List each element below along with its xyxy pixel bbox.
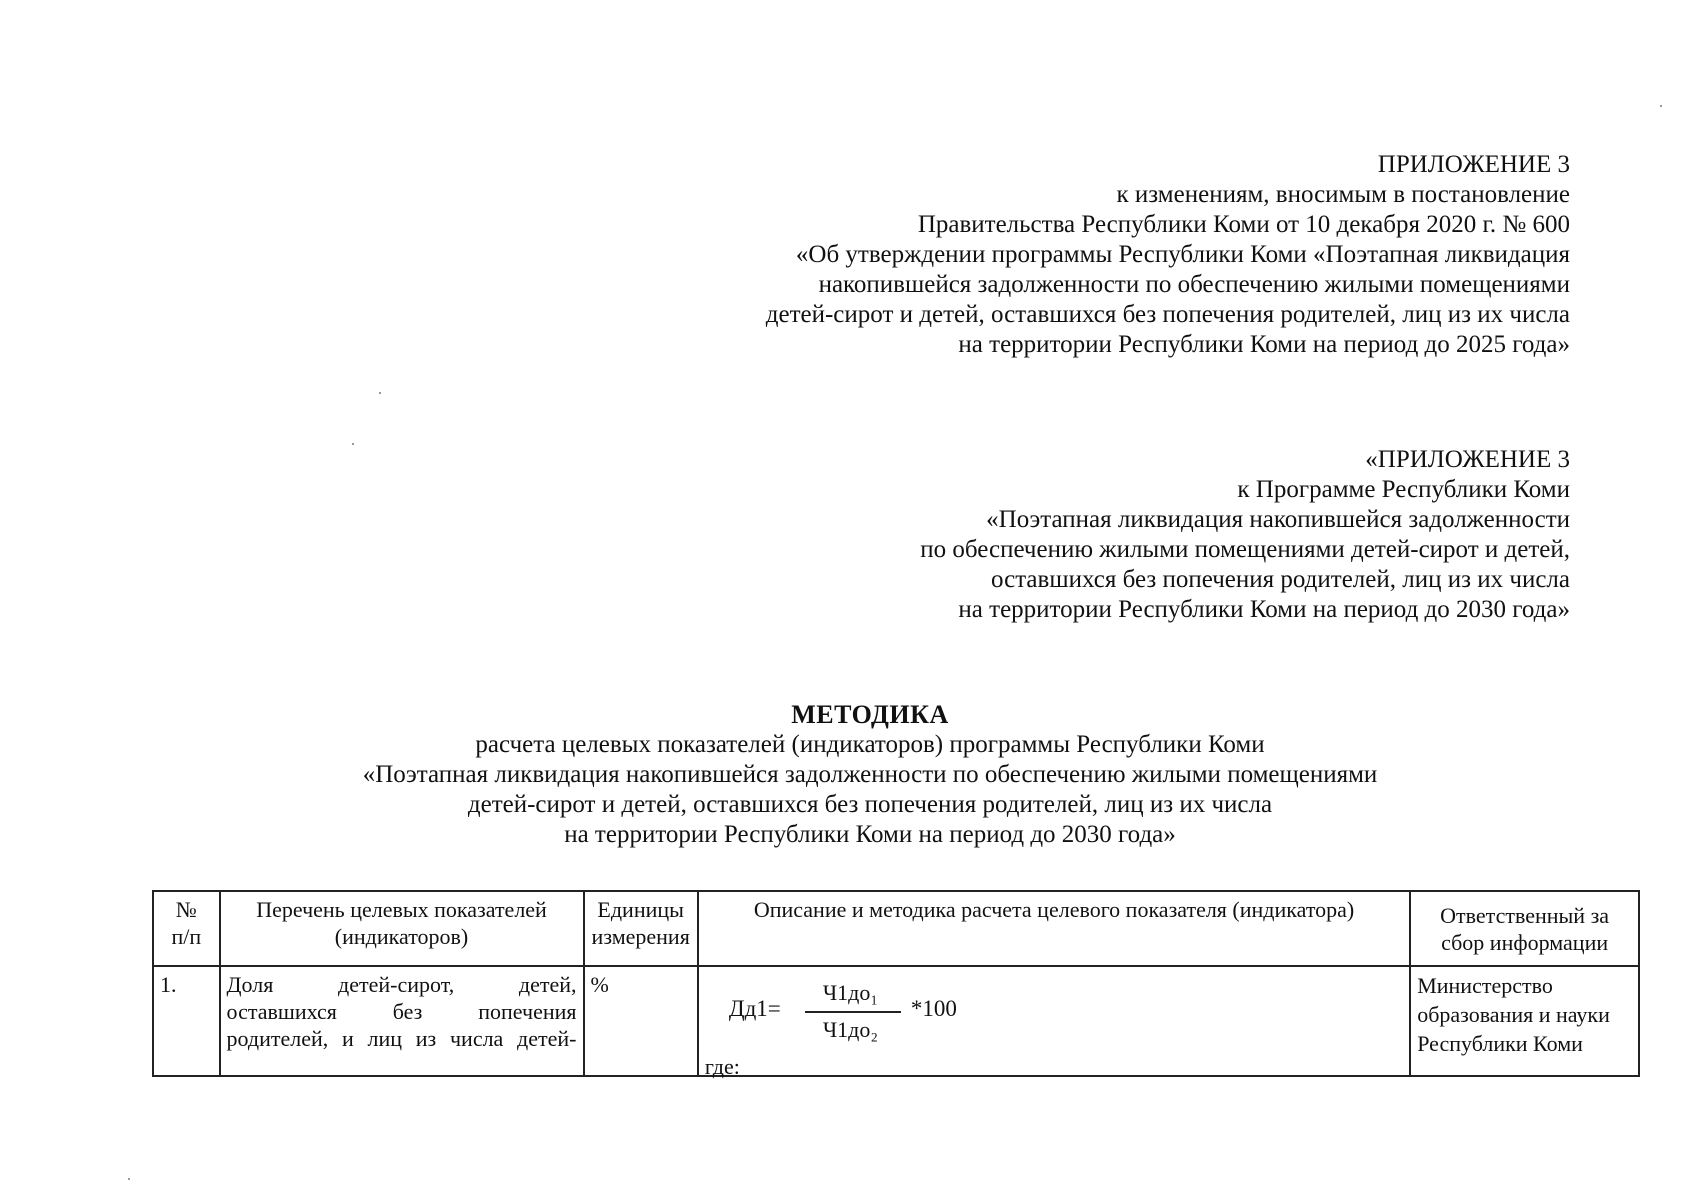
row-description (698, 966, 1410, 1079)
header-description: Описание и методика расчета целевого показателя (индикатора) (698, 891, 1410, 966)
row-indicator-name (220, 966, 584, 1076)
table-header-row (153, 891, 1639, 966)
program-appendix-line: на территории Республики Коми на период до 2030 года» (958, 596, 1570, 623)
program-appendix-header (920, 445, 1570, 625)
indicator-name-line: оставшихся без попечения (226, 999, 577, 1024)
program-appendix-line: оставшихся без попечения родителей, лиц из их числа (990, 566, 1570, 593)
appendix-header (766, 150, 1570, 360)
appendix-header-line: ПРИЛОЖЕНИЕ 3 (1377, 151, 1570, 178)
title-line: расчета целевых показателей (индикаторов) программы Республики Коми (475, 731, 1265, 758)
program-appendix-line: «ПРИЛОЖЕНИЕ 3 (1365, 446, 1570, 473)
appendix-header-line: к изменениям, вносимым в постановление (1116, 181, 1570, 208)
header-units-line: измерения (591, 924, 690, 949)
title-line: детей-сирот и детей, оставшихся без попечения родителей, лиц из их числа (467, 791, 1273, 818)
appendix-header-line: детей-сирот и детей, оставшихся без попечения родителей, лиц из их числа (765, 301, 1570, 328)
fraction-bar (805, 1011, 901, 1013)
row-responsible (1410, 966, 1639, 1076)
scan-speck (128, 1178, 130, 1180)
scan-speck (352, 443, 354, 445)
header-responsible-line: сбор информации (1441, 929, 1609, 955)
row-number: 1. (153, 966, 220, 1076)
responsible-line: Министерство (1417, 973, 1553, 998)
indicator-name-line: родителей, и лиц из числа детей- (226, 1026, 577, 1051)
document-title (0, 700, 1693, 850)
header-list-line: (индикаторов) (334, 924, 469, 949)
program-appendix-line: по обеспечению жилыми помещениями детей-сирот и детей, (920, 536, 1570, 563)
title-line: на территории Республики Коми на период до 2030 года» (564, 821, 1176, 848)
formula-lhs: Дд1= (728, 996, 781, 1021)
formula-where-label: где: (704, 1054, 740, 1079)
responsible-line: Республики Коми (1417, 1031, 1583, 1056)
formula (704, 971, 1403, 1079)
header-units-line: Единицы (597, 897, 684, 922)
header-number (153, 891, 220, 966)
title-main: МЕТОДИКА (791, 700, 949, 729)
program-appendix-line: «Поэтапная ликвидация накопившейся задолженности (986, 506, 1570, 533)
formula-denominator: Ч1до₂ (822, 1017, 879, 1042)
header-number-line: № (175, 897, 197, 922)
table-row (153, 966, 1639, 1076)
indicator-name-line: Доля детей-сирот, детей, (226, 972, 577, 997)
header-number-line: п/п (171, 924, 202, 949)
title-line: «Поэтапная ликвидация накопившейся задолженности по обеспечению жилыми помещениями (362, 761, 1378, 788)
header-units (584, 891, 698, 966)
scan-speck (379, 392, 381, 394)
row-units: % (584, 966, 698, 1076)
formula-numerator: Ч1до₁ (822, 980, 879, 1005)
indicators-table (152, 890, 1640, 1077)
header-responsible-line: Ответственный за (1440, 902, 1610, 928)
appendix-header-line: Правительства Республики Коми от 10 декабря 2020 г. № 600 (917, 211, 1570, 238)
appendix-header-line: «Об утверждении программы Республики Коми «Поэтапная ликвидация (795, 241, 1570, 268)
responsible-line: образования и науки (1417, 1002, 1610, 1027)
scan-speck (1660, 105, 1662, 107)
appendix-header-line: накопившейся задолженности по обеспечению жилыми помещениями (818, 271, 1570, 298)
header-list-line: Перечень целевых показателей (256, 897, 547, 922)
formula-multiplier: *100 (910, 996, 957, 1021)
program-appendix-line: к Программе Республики Коми (1237, 476, 1570, 503)
header-indicator-list (220, 891, 584, 966)
header-responsible (1410, 891, 1639, 966)
appendix-header-line: на территории Республики Коми на период до 2025 года» (958, 331, 1570, 358)
